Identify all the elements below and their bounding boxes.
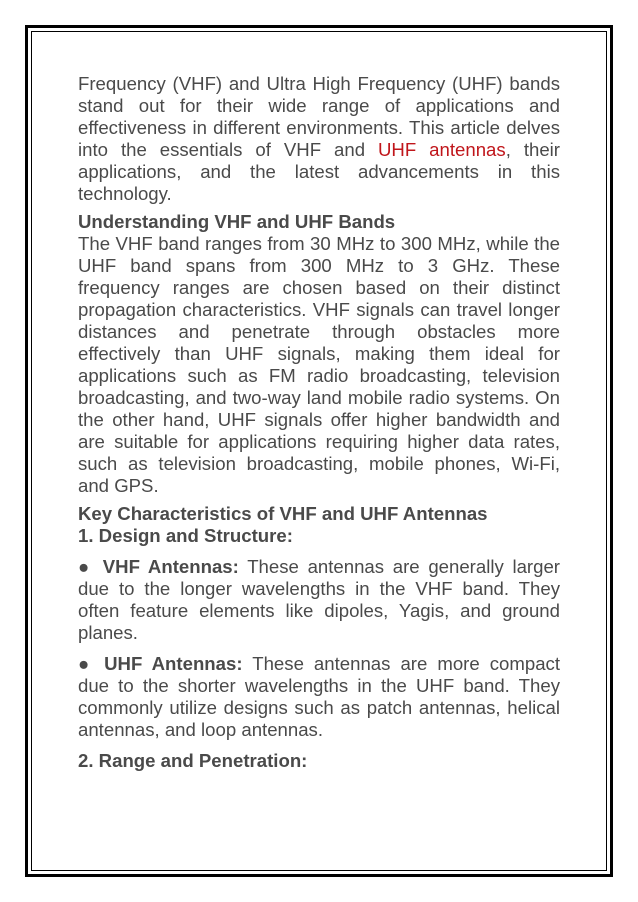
bullet-text: These antennas are more compact due to the shorter wavelengths in the UHF band. They commonly utilize designs such as patch antennas, helical antennas, and loop antennas. bbox=[78, 653, 560, 740]
section-heading-characteristics: Key Characteristics of VHF and UHF Antennas bbox=[78, 503, 488, 524]
bullet-text: These antennas are generally larger due to the longer wavelengths in the VHF band. They often feature elements like dipoles, Yagis, and ground planes. bbox=[78, 556, 560, 643]
document-body bbox=[78, 73, 560, 772]
intro-text-end: , their applications, and the latest advancements in this technology. bbox=[78, 139, 560, 204]
bullet-icon: ● bbox=[78, 556, 93, 577]
intro-text: Frequency (VHF) and Ultra High Frequency (UHF) bands stand out for their wide range of applications and effectiveness in different environments. This article delves into the essentials of VHF and bbox=[78, 73, 560, 160]
bullet-title: VHF Antennas: bbox=[102, 556, 239, 577]
section-heading-bands: Understanding VHF and UHF Bands bbox=[78, 211, 396, 232]
bullet-icon: ● bbox=[78, 653, 95, 674]
bullet-vhf bbox=[78, 556, 560, 644]
bullet-title: UHF Antennas: bbox=[104, 653, 243, 674]
subheading-range: 2. Range and Penetration: bbox=[78, 750, 308, 771]
uhf-antennas-link[interactable]: UHF antennas bbox=[378, 139, 506, 160]
bullet-uhf bbox=[78, 653, 560, 741]
bands-paragraph: The VHF band ranges from 30 MHz to 300 MHz, while the UHF band spans from 300 MHz to 3 GHz. These frequency ranges are chosen based on their distinct propagation characteristics. VHF signals can travel longer distances and penetrate through obstacles more effectively than UHF signals, making them ideal for applications such as FM radio broadcasting, television broadcasting, and two-way land mobile radio systems. On the other hand, UHF signals offer higher bandwidth and are suitable for applications requiring higher data rates, such as television broadcasting, mobile phones, Wi-Fi, and GPS. bbox=[78, 233, 560, 496]
subheading-design: 1. Design and Structure: bbox=[78, 525, 293, 546]
intro-paragraph bbox=[78, 73, 560, 205]
